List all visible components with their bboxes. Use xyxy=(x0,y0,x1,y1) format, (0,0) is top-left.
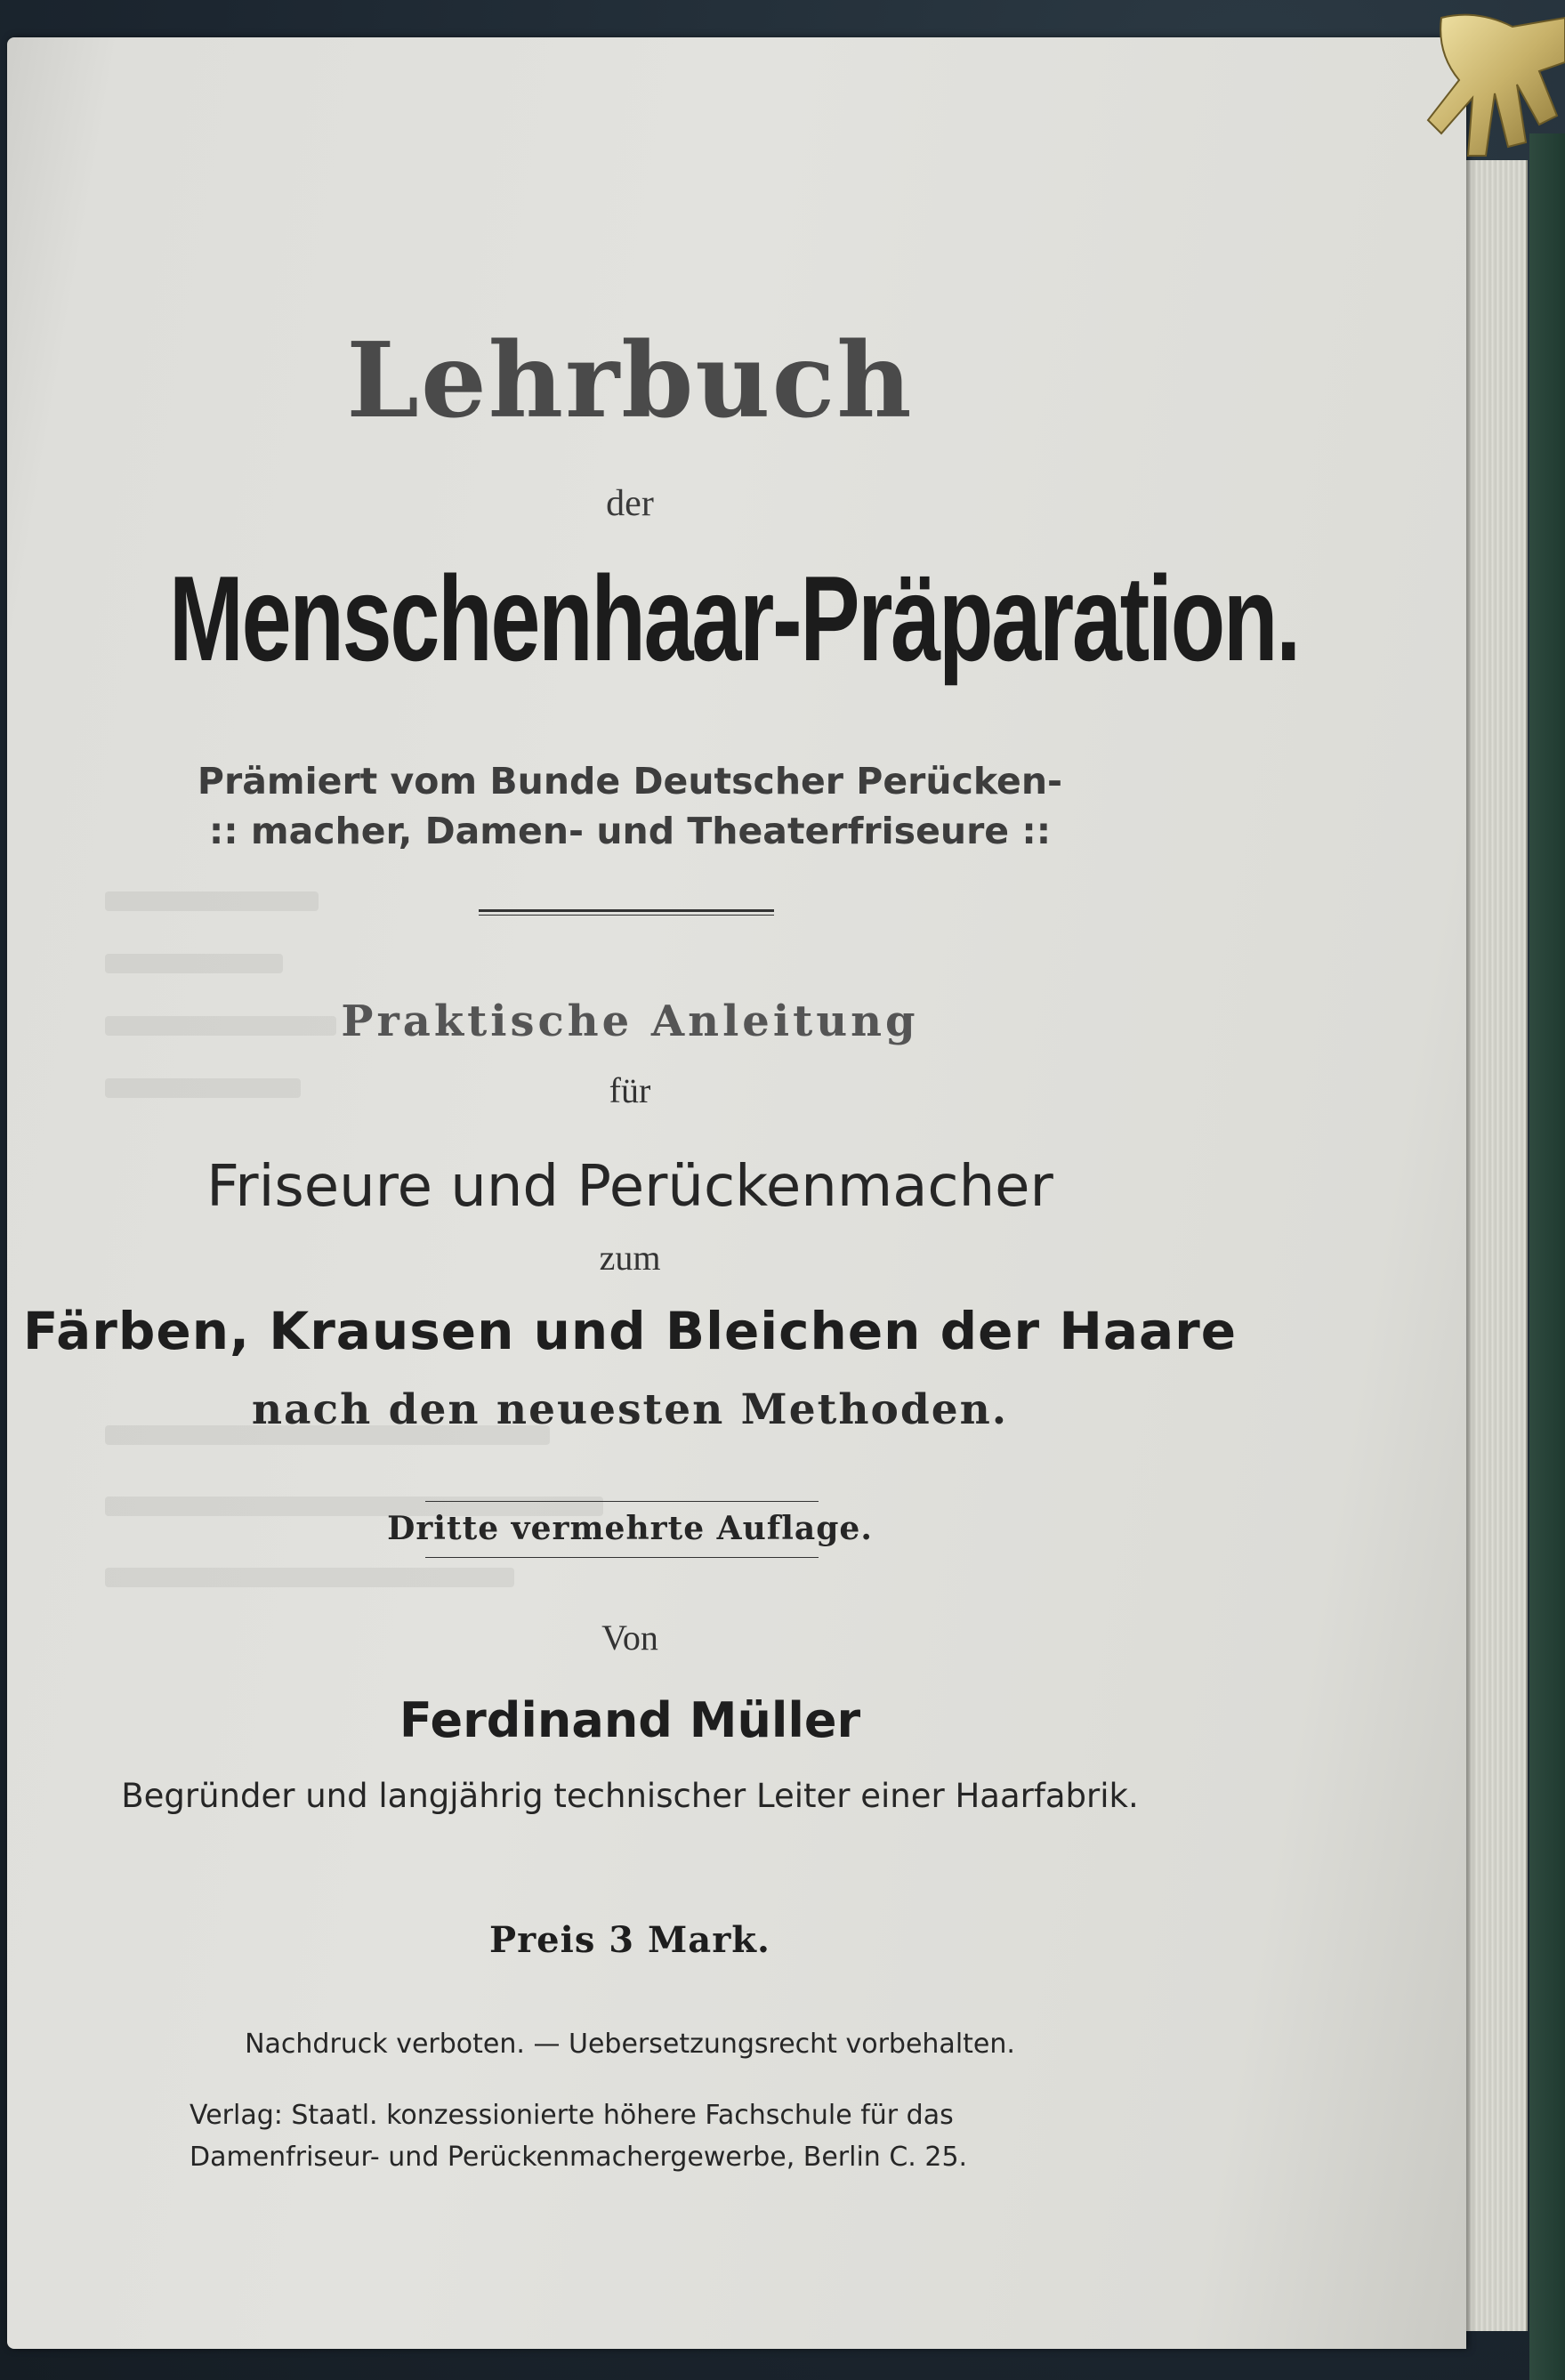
subtitle: Praktische Anleitung xyxy=(341,996,919,1046)
bleed-through xyxy=(105,954,283,973)
publisher-line-1: Verlag: Staatl. konzessionierte höhere Fachschule für das xyxy=(190,2100,954,2131)
copyright-notice: Nachdruck verboten. — Uebersetzungsrecht vorbehalten. xyxy=(245,2029,1015,2060)
edition: Dritte vermehrte Auflage. xyxy=(387,1510,873,1547)
title-connector: der xyxy=(606,483,654,524)
main-title: Menschenhaar-Präparation. xyxy=(169,551,1299,686)
subtitle-connector: zum xyxy=(599,1238,661,1278)
award-line-1: Prämiert vom Bunde Deutscher Perücken- xyxy=(197,760,1063,803)
subtitle-connector: für xyxy=(609,1070,651,1110)
price: Preis 3 Mark. xyxy=(489,1919,770,1961)
bleed-through xyxy=(105,891,319,911)
author-role: Begründer und langjährig technischer Leiter einer Haarfabrik. xyxy=(121,1777,1139,1815)
cover-board-edge xyxy=(1529,133,1565,2380)
publisher-line-2: Damenfriseur- und Perückenmachergewerbe, Berlin C. 25. xyxy=(190,2142,968,2173)
by-label: Von xyxy=(601,1618,658,1658)
methods-line: nach den neuesten Methoden. xyxy=(251,1385,1009,1434)
bleed-through xyxy=(105,1568,514,1587)
award-line-2: :: macher, Damen- und Theaterfriseure :: xyxy=(208,810,1052,852)
divider-rule xyxy=(479,915,774,916)
divider-rule xyxy=(425,1557,819,1558)
audience: Friseure und Perückenmacher xyxy=(206,1154,1053,1220)
author-name: Ferdinand Müller xyxy=(399,1692,861,1748)
divider-rule xyxy=(425,1501,819,1502)
brass-page-clip-icon xyxy=(1335,0,1565,231)
book-title: Lehrbuch xyxy=(346,320,914,441)
topics: Färben, Krausen und Bleichen der Haare xyxy=(22,1301,1238,1361)
divider-rule xyxy=(479,909,774,912)
title-page xyxy=(7,37,1466,2349)
